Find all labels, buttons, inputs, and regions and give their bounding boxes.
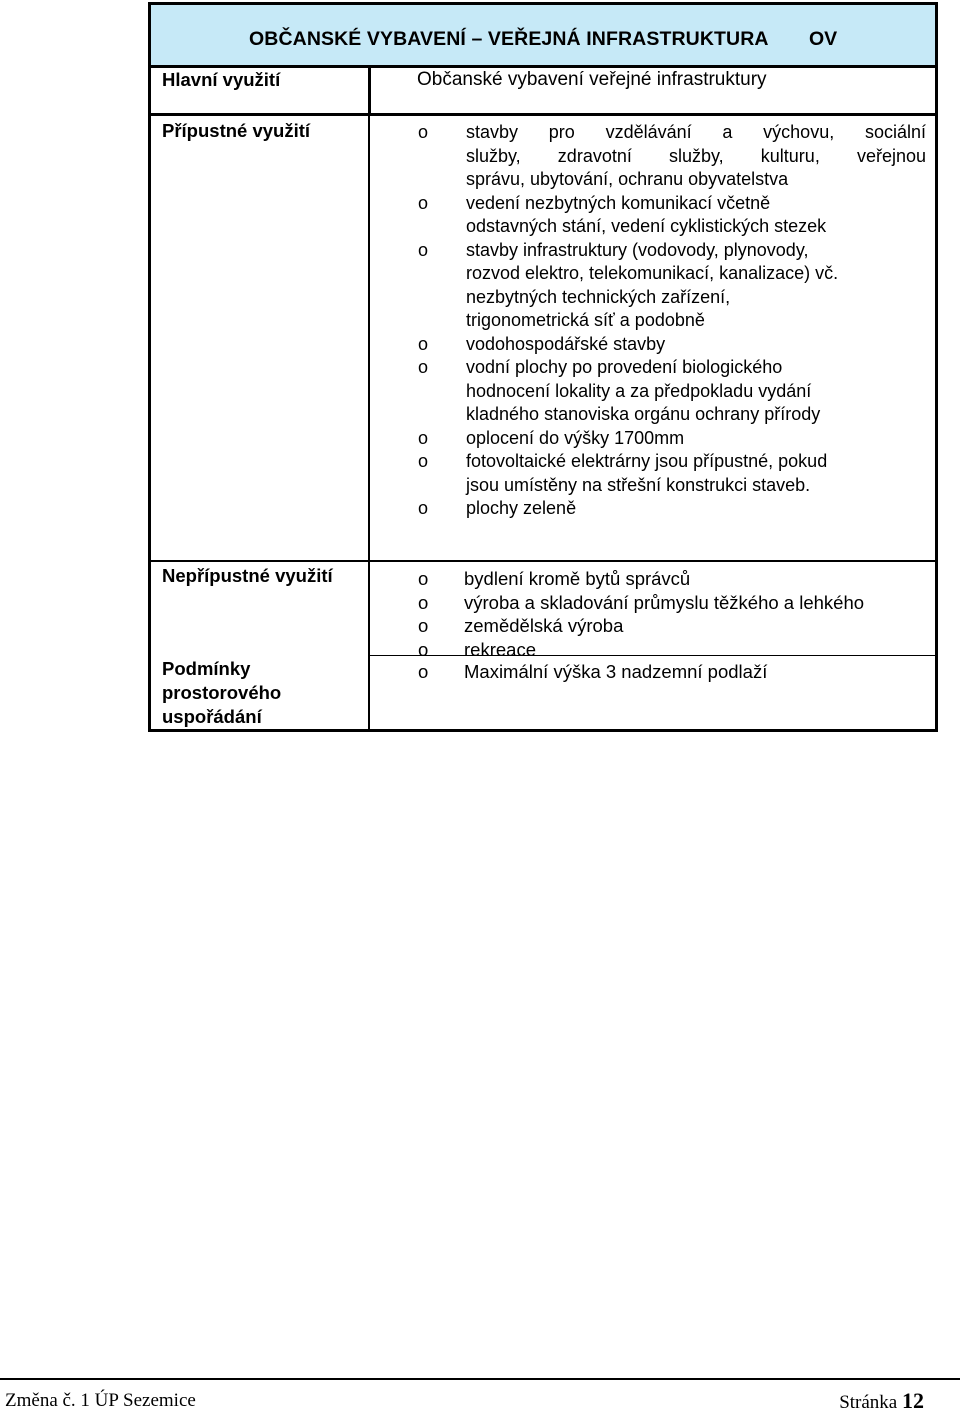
list-item bbox=[418, 427, 926, 451]
main-use-value: Občanské vybavení veřejné infrastruktury bbox=[417, 69, 767, 90]
bullet-icon: o bbox=[418, 615, 429, 636]
table-header bbox=[151, 5, 935, 68]
column-divider-main bbox=[368, 65, 371, 115]
list-item-text: plochy zeleně bbox=[466, 498, 577, 518]
column-divider-lower bbox=[368, 562, 370, 732]
bullet-icon: o bbox=[418, 661, 429, 682]
list-item-text: fotovoltaické elektrárny jsou přípustné, pokud bbox=[466, 451, 828, 471]
list-item-text: rozvod elektro, telekomunikací, kanalizace) vč. bbox=[466, 263, 839, 283]
list-item-text: vedení nezbytných komunikací včetně bbox=[466, 192, 771, 213]
list-item-text: výroba a skladování průmyslu těžkého a lehkého bbox=[464, 591, 865, 613]
list-item bbox=[418, 567, 933, 591]
bullet-icon: o bbox=[418, 451, 429, 471]
footer-page-number: 12 bbox=[902, 1388, 924, 1413]
column-divider-allowed bbox=[368, 115, 370, 562]
row-divider-main bbox=[151, 113, 935, 116]
list-item-text: rekreace bbox=[464, 638, 536, 660]
page-footer bbox=[0, 1378, 960, 1411]
spatial-label-line: prostorového bbox=[162, 682, 282, 703]
list-item-text: vodní plochy po provedení biologického bbox=[466, 357, 783, 377]
spatial-conditions-label bbox=[162, 657, 281, 729]
list-item bbox=[418, 121, 926, 192]
list-item bbox=[418, 614, 933, 638]
bullet-icon: o bbox=[418, 192, 429, 213]
row-divider-allowed bbox=[151, 560, 935, 562]
main-use-label: Hlavní využití bbox=[162, 69, 281, 90]
list-item bbox=[418, 192, 926, 239]
regulation-table bbox=[148, 2, 938, 732]
spatial-conditions-list bbox=[418, 660, 933, 684]
list-item-text: trigonometrická síť a podobně bbox=[466, 310, 705, 330]
list-item-text: bydlení kromě bytů správců bbox=[464, 568, 691, 589]
bullet-icon: o bbox=[418, 498, 429, 518]
list-item bbox=[418, 591, 933, 615]
list-item-text: Maximální výška 3 nadzemní podlaží bbox=[464, 661, 768, 682]
list-item-text: jsou umístěny na střešní konstrukci staveb. bbox=[466, 474, 811, 495]
spatial-label-line: Podmínky bbox=[162, 658, 251, 679]
bullet-icon: o bbox=[418, 638, 429, 660]
list-item bbox=[418, 333, 926, 357]
footer-page-label: Stránka bbox=[839, 1392, 898, 1413]
list-item bbox=[418, 450, 926, 497]
bullet-icon: o bbox=[418, 122, 429, 142]
footer-page bbox=[839, 1388, 924, 1414]
forbidden-use-list bbox=[418, 567, 933, 661]
list-item-text: správu, ubytování, ochranu obyvatelstva bbox=[466, 169, 789, 189]
list-item-text: kladného stanoviska orgánu ochrany přírody bbox=[466, 404, 821, 424]
list-item bbox=[418, 356, 926, 427]
list-item-text: odstavných stání, vedení cyklistických stezek bbox=[466, 216, 827, 236]
list-item-text: oplocení do výšky 1700mm bbox=[466, 427, 685, 448]
list-item-text: zemědělská výroba bbox=[464, 615, 624, 636]
forbidden-use-label: Nepřípustné využití bbox=[162, 565, 333, 586]
footer-document-name: Změna č. 1 ÚP Sezemice bbox=[5, 1390, 196, 1411]
list-item-text: služby, zdravotní služby, kulturu, veřejnou bbox=[466, 145, 926, 166]
list-item bbox=[418, 660, 933, 684]
allowed-use-list bbox=[418, 121, 926, 521]
list-item bbox=[418, 497, 926, 521]
list-item-text: vodohospodářské stavby bbox=[466, 333, 666, 354]
bullet-icon: o bbox=[418, 427, 429, 448]
footer-rule bbox=[0, 1378, 960, 1380]
list-item-text: hodnocení lokality a za předpokladu vydání bbox=[466, 380, 812, 401]
list-item bbox=[418, 239, 926, 333]
table-code: OV bbox=[809, 28, 838, 50]
bullet-icon: o bbox=[418, 591, 429, 613]
bullet-icon: o bbox=[418, 357, 429, 377]
list-item bbox=[418, 638, 933, 662]
spatial-label-line: uspořádání bbox=[162, 706, 262, 727]
list-item-text: stavby pro vzdělávání a výchovu, sociální bbox=[466, 122, 926, 142]
bullet-icon: o bbox=[418, 568, 429, 589]
allowed-use-label: Přípustné využití bbox=[162, 120, 311, 141]
table-title: OBČANSKÉ VYBAVENÍ – VEŘEJNÁ INFRASTRUKTURA bbox=[249, 28, 769, 50]
bullet-icon: o bbox=[418, 239, 429, 260]
list-item-text: nezbytných technických zařízení, bbox=[466, 286, 731, 307]
list-item-text: stavby infrastruktury (vodovody, plynovody, bbox=[466, 239, 809, 260]
bullet-icon: o bbox=[418, 333, 429, 354]
